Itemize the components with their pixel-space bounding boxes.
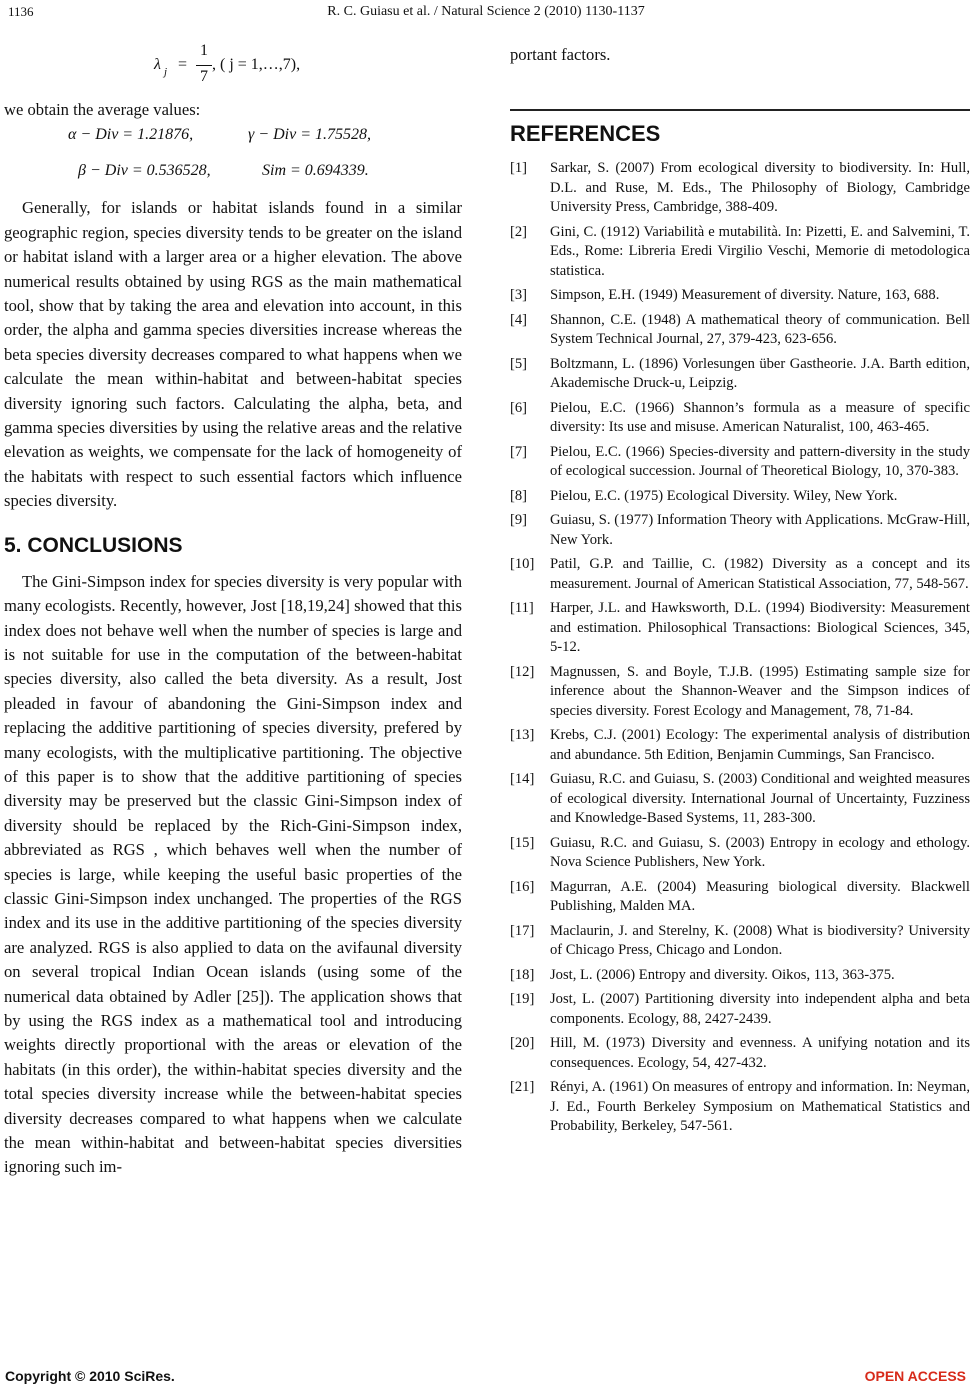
reference-number: [10] xyxy=(510,556,535,573)
open-access-label: OPEN ACCESS xyxy=(864,1368,966,1384)
paragraph-conclusions: The Gini-Simpson index for species diversity is very popular with many ecologists. Recently, however, Jost [18,19,24] showed that this index does not behave well when the number of species is large and is not suitable for use in the computation of the between-habitat species diversity, also called the beta diversity. As a result, Jost pleaded in favour of abandoning the Gini-Simpson index and replacing the additive partitioning of species diversity, prefered by many ecologists, with the multiplicative partitioning. The objective of this paper is to show that the additive partitioning of species diversity may be preserved but the classic Gini-Simpson index of diversity should be replaced by the Rich-Gini-Simpson index, abbreviated as RGS , which behaves well when the number of species is large, while keeping the useful basic properties of the classic Gini-Simpson index unchanged. The properties of the RGS index and its use in the additive partitioning of the species diversity are analyzed. RGS is also applied to data on the avifaunal diversity on several tropical Indian Ocean islands (using some of the numerical data obtained by Adler [25]). The application shows that by using the RGS index as a mathematical tool and introducing weights directly proportional with the areas or elevation of the habitats (in this order), the within-habitat species diversity and the total species diversity increase while the between-habitat species diversity decreases compared to what happens when we calculate the mean within-habitat and between-habitat species diversities ignoring such im- xyxy=(4,571,462,1177)
copyright-notice: Copyright © 2010 SciRes. xyxy=(5,1368,175,1384)
references-heading: REFERENCES xyxy=(510,121,661,147)
reference-text: Pielou, E.C. (1966) Species-diversity and pattern-diversity in the study of ecological succession. Journal of Theoretical Biology, 10, 370-383. xyxy=(550,443,970,480)
reference-item xyxy=(510,511,970,550)
eq-condition: , ( j = 1,…,7), xyxy=(212,56,301,73)
reference-text: Guiasu, S. (1977) Information Theory with Applications. McGraw-Hill, New York. xyxy=(550,512,970,548)
eq-sim: Sim = 0.694339. xyxy=(262,162,369,180)
reference-text: Pielou, E.C. (1966) Shannon’s formula as a measure of specific diversity: Its use and misuse. American Naturalist, 100, 463-465. xyxy=(550,399,970,436)
reference-number: [7] xyxy=(510,443,528,460)
page-number: 1136 xyxy=(8,4,34,19)
equation-alpha-gamma xyxy=(4,122,462,156)
reference-text: Jost, L. (2006) Entropy and diversity. Oikos, 113, 363-375. xyxy=(550,966,895,983)
reference-item xyxy=(510,159,970,218)
fraction-bar xyxy=(196,65,212,66)
reference-text: Krebs, C.J. (2001) Ecology: The experimental analysis of distribution and abundance. 5th Edition, Benjamin Cummings, San Francisco. xyxy=(550,727,970,763)
reference-text: Pielou, E.C. (1975) Ecological Diversity. Wiley, New York. xyxy=(550,487,898,504)
reference-item xyxy=(510,663,970,722)
reference-number: [19] xyxy=(510,991,535,1008)
reference-text: Magnussen, S. and Boyle, T.J.B. (1995) Estimating sample size for inference about the Shannon-Weaver and the Simpson indices of species diversity. Forest Ecology and Management, 78, 71-84. xyxy=(550,663,970,719)
obtain-text: we obtain the average values: xyxy=(4,100,201,119)
reference-text: Guiasu, R.C. and Guiasu, S. (2003) Conditional and weighted measures of ecological diversity. International Journal of Uncertainty, Fuzziness and Knowledge-Based Systems, 11, 283-300. xyxy=(550,771,970,827)
reference-text: Maclaurin, J. and Sterelny, K. (2008) What is biodiversity? University of Chicago Press, Chicago and London. xyxy=(550,922,970,959)
reference-item xyxy=(510,966,970,986)
equation-beta-sim xyxy=(4,156,462,192)
eq-gamma: γ − Div = 1.75528, xyxy=(248,126,371,144)
reference-item xyxy=(510,355,970,394)
reference-item xyxy=(510,1078,970,1137)
eq-beta: β − Div = 0.536528, xyxy=(78,162,211,180)
reference-number: [3] xyxy=(510,287,528,304)
reference-text: Patil, G.P. and Taillie, C. (1982) Diversity as a concept and its measurement. Journal of American Statistical Association, 77, 548-567. xyxy=(550,556,970,592)
reference-item xyxy=(510,990,970,1029)
reference-item xyxy=(510,770,970,829)
reference-item xyxy=(510,286,970,306)
reference-item xyxy=(510,555,970,594)
paragraph-generally: Generally, for islands or habitat islands found in a similar geographic region, species diversity tends to be greater on the island or habitat island with a larger area or a higher elevation. The above numerical results obtained by using RGS as the main mathematical tool, show that by taking the area and elevation into account, in this order, the alpha and gamma species diversities increase whereas the beta species diversity decreases compared to what happens when we calculate the mean within-habitat and between-habitat species diversity ignoring such factors. Calculating the alpha, beta, and gamma species diversities by using the relative areas and the relative elevation as weights, we compensate for the lack of homogeneity of the habitats with respect to such essential factors which influence species diversity. xyxy=(4,198,462,511)
reference-text: Guiasu, R.C. and Guiasu, S. (2003) Entropy in ecology and ethology. Nova Science Publishers, New York. xyxy=(550,834,970,871)
eq-numerator: 1 xyxy=(200,42,208,59)
eq-equals: = xyxy=(178,56,188,73)
reference-number: [17] xyxy=(510,922,535,939)
reference-number: [8] xyxy=(510,487,528,504)
reference-item xyxy=(510,726,970,765)
reference-item xyxy=(510,878,970,917)
reference-number: [21] xyxy=(510,1079,535,1096)
eq-sub: j xyxy=(164,66,168,78)
reference-number: [13] xyxy=(510,727,535,744)
reference-number: [18] xyxy=(510,966,535,983)
reference-item xyxy=(510,487,970,507)
eq-denominator: 7 xyxy=(200,68,208,85)
reference-text: Harper, J.L. and Hawksworth, D.L. (1994) Biodiversity: Measurement and estimation. Philosophical Transactions: Biological Sciences, 345, 5-12. xyxy=(550,600,970,656)
reference-number: [15] xyxy=(510,834,535,851)
reference-number: [16] xyxy=(510,878,535,895)
reference-item xyxy=(510,599,970,658)
reference-item xyxy=(510,1034,970,1073)
eq-alpha: α − Div = 1.21876, xyxy=(68,126,194,144)
conclusions-heading: 5. CONCLUSIONS xyxy=(4,533,183,557)
equation-lambda xyxy=(4,40,462,92)
reference-text: Sarkar, S. (2007) From ecological diversity to biodiversity. In: Hull, D.L. and Ruse, M. Eds., The Philosophy of Biology, Cambridge University Press, Cambridge, 388-409. xyxy=(550,160,970,216)
divider xyxy=(510,109,970,111)
reference-number: [6] xyxy=(510,399,528,416)
reference-number: [5] xyxy=(510,355,528,372)
reference-number: [1] xyxy=(510,160,528,177)
page-footer xyxy=(0,1368,972,1388)
reference-number: [11] xyxy=(510,600,534,617)
reference-list xyxy=(510,159,970,1137)
reference-number: [4] xyxy=(510,311,528,328)
reference-item xyxy=(510,443,970,482)
reference-text: Shannon, C.E. (1948) A mathematical theory of communication. Bell System Technical Journal, 27, 379-423, 623-656. xyxy=(550,311,970,348)
right-column xyxy=(510,40,970,1142)
reference-text: Jost, L. (2007) Partitioning diversity into independent alpha and beta components. Ecology, 88, 2427-2439. xyxy=(550,991,970,1027)
reference-item xyxy=(510,399,970,438)
reference-number: [20] xyxy=(510,1035,535,1052)
left-column xyxy=(4,40,462,1180)
reference-item xyxy=(510,922,970,961)
reference-number: [9] xyxy=(510,512,528,529)
reference-text: Simpson, E.H. (1949) Measurement of diversity. Nature, 163, 688. xyxy=(550,287,940,304)
eq-lhs: λ xyxy=(154,56,161,73)
reference-number: [14] xyxy=(510,771,535,788)
page-header xyxy=(0,2,972,24)
reference-text: Gini, C. (1912) Variabilità e mutabilità. In: Pizetti, E. and Salvemini, T. Eds., Rome: Libreria Eredi Virgilio Veschi, Memorie di metodologica statistica. xyxy=(550,223,970,279)
reference-text: Magurran, A.E. (2004) Measuring biological diversity. Blackwell Publishing, Malden MA. xyxy=(550,878,970,915)
reference-number: [2] xyxy=(510,223,528,240)
continuation-text: portant factors. xyxy=(510,45,611,64)
reference-text: Boltzmann, L. (1896) Vorlesungen über Gastheorie. J.A. Barth edition, Akademische Druck-u, Leipzig. xyxy=(550,355,970,392)
reference-text: Hill, M. (1973) Diversity and evenness. A unifying notation and its consequences. Ecology, 54, 427-432. xyxy=(550,1035,970,1071)
reference-item xyxy=(510,311,970,350)
reference-number: [12] xyxy=(510,663,535,680)
running-head: R. C. Guiasu et al. / Natural Science 2 (2010) 1130-1137 xyxy=(327,4,645,19)
reference-text: Rényi, A. (1961) On measures of entropy and information. In: Neyman, J. Ed., Fourth Berkeley Symposium on Mathematical Statistics and Probability, Berkeley, 547-561. xyxy=(550,1079,970,1135)
reference-item xyxy=(510,223,970,282)
reference-item xyxy=(510,834,970,873)
